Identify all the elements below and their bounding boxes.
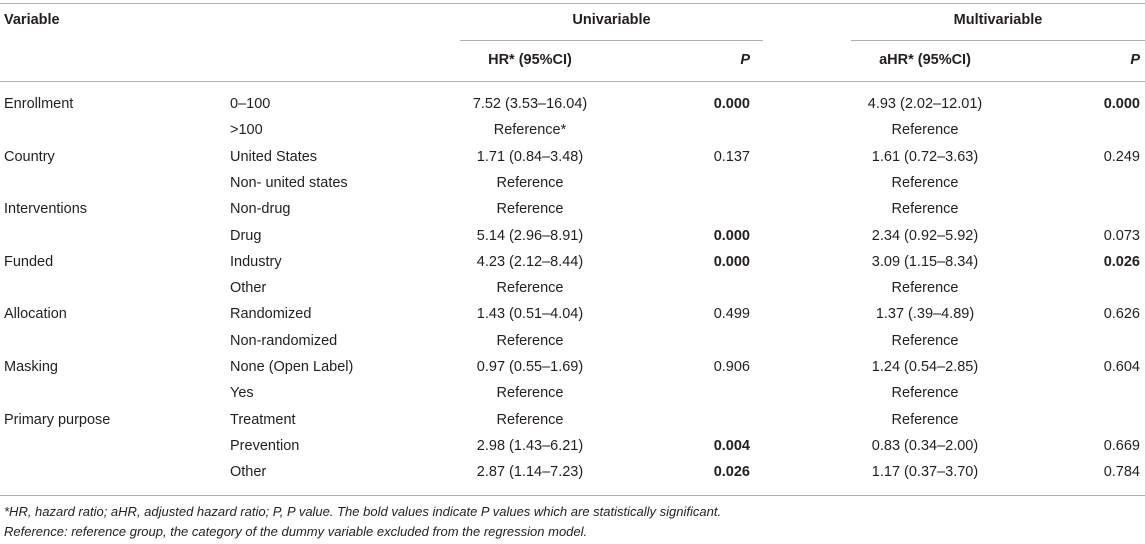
row-ahr: 1.24 (0.54–2.85) [871, 359, 979, 375]
row-ahr: 3.09 (1.15–8.34) [871, 253, 979, 270]
row-ahr: 0.83 (0.34–2.00) [871, 437, 979, 454]
footnote-abbreviations: *HR, hazard ratio; aHR, adjusted hazard ratio; P, P value. The bold values indicate P values which are statistically significant. [4, 504, 722, 519]
row-p-univariable: 0.000 [713, 253, 750, 270]
row-p-univariable: 0.137 [713, 148, 750, 165]
table-bottom-rule [0, 495, 1145, 496]
row-category: Drug [230, 227, 262, 244]
row-category: >100 [230, 122, 263, 139]
row-p-univariable: 0.000 [713, 227, 750, 244]
footnote-reference: Reference: reference group, the category of the dummy variable excluded from the regression model. [4, 524, 588, 539]
row-ahr: 1.61 (0.72–3.63) [871, 148, 979, 165]
row-hr: Reference [496, 411, 564, 428]
row-p-univariable: 0.499 [713, 306, 750, 323]
row-p-multivariable: 0.669 [1103, 437, 1140, 454]
row-hr: Reference* [493, 122, 567, 139]
row-p-multivariable: 0.026 [1103, 253, 1140, 270]
multivariable-underline [851, 40, 1145, 41]
row-p-univariable: 0.026 [713, 464, 750, 481]
row-ahr: Reference [891, 122, 959, 139]
row-ahr: Reference [891, 174, 959, 191]
row-hr: Reference [496, 201, 564, 218]
row-variable: Allocation [4, 306, 67, 323]
row-category: Prevention [230, 437, 300, 454]
row-variable: Country [4, 148, 55, 165]
row-hr: 5.14 (2.96–8.91) [476, 227, 584, 244]
row-category: United States [230, 148, 318, 165]
row-category: Non-drug [230, 201, 291, 218]
row-ahr: 1.17 (0.37–3.70) [871, 464, 979, 481]
row-variable: Masking [4, 359, 58, 375]
row-p-multivariable: 0.626 [1103, 306, 1140, 323]
row-ahr: Reference [891, 280, 959, 297]
univariable-underline [460, 40, 763, 41]
row-ahr: Reference [891, 385, 959, 402]
row-hr: 0.97 (0.55–1.69) [476, 359, 584, 375]
row-ahr: 2.34 (0.92–5.92) [871, 227, 979, 244]
row-variable: Funded [4, 253, 54, 270]
row-p-multivariable: 0.000 [1103, 96, 1140, 112]
row-category: Non-randomized [230, 332, 338, 349]
row-category: Other [230, 280, 267, 297]
row-category: Industry [230, 253, 282, 270]
row-category: Yes [230, 385, 254, 402]
row-hr: 1.43 (0.51–4.04) [476, 306, 584, 323]
row-ahr: Reference [891, 201, 959, 218]
header-ahr: aHR* (95%CI) [879, 52, 971, 68]
header-rule [0, 81, 1145, 82]
row-p-multivariable: 0.784 [1103, 464, 1140, 481]
top-rule [0, 3, 1145, 4]
row-ahr: Reference [891, 411, 959, 428]
row-p-univariable: 0.000 [713, 96, 750, 112]
row-hr: Reference [496, 174, 564, 191]
row-hr: 4.23 (2.12–8.44) [476, 253, 584, 270]
row-hr: 2.87 (1.14–7.23) [476, 464, 584, 481]
row-category: 0–100 [230, 96, 271, 112]
row-hr: 7.52 (3.53–16.04) [472, 96, 588, 112]
row-variable: Interventions [4, 201, 88, 218]
row-variable: Primary purpose [4, 411, 111, 428]
row-category: Randomized [230, 306, 312, 323]
header-hr: HR* (95%CI) [488, 52, 572, 68]
header-p-univariable: P [740, 52, 750, 68]
row-ahr: 4.93 (2.02–12.01) [867, 96, 983, 112]
row-variable: Enrollment [4, 96, 74, 112]
row-category: Other [230, 464, 267, 481]
row-category: Non- united states [230, 174, 348, 191]
row-category: None (Open Label) [230, 359, 354, 375]
row-category: Treatment [230, 411, 296, 428]
header-variable: Variable [4, 12, 60, 28]
row-p-univariable: 0.004 [713, 437, 750, 454]
header-univariable: Univariable [572, 12, 651, 28]
row-p-multivariable: 0.249 [1103, 148, 1140, 165]
row-p-multivariable: 0.073 [1103, 227, 1140, 244]
row-ahr: Reference [891, 332, 959, 349]
row-hr: Reference [496, 332, 564, 349]
row-ahr: 1.37 (.39–4.89) [875, 306, 975, 323]
header-multivariable: Multivariable [953, 12, 1043, 28]
row-hr: 2.98 (1.43–6.21) [476, 437, 584, 454]
row-p-univariable: 0.906 [713, 359, 750, 375]
row-p-multivariable: 0.604 [1103, 359, 1140, 375]
header-p-multivariable: P [1130, 52, 1140, 68]
row-hr: 1.71 (0.84–3.48) [476, 148, 584, 165]
row-hr: Reference [496, 385, 564, 402]
row-hr: Reference [496, 280, 564, 297]
